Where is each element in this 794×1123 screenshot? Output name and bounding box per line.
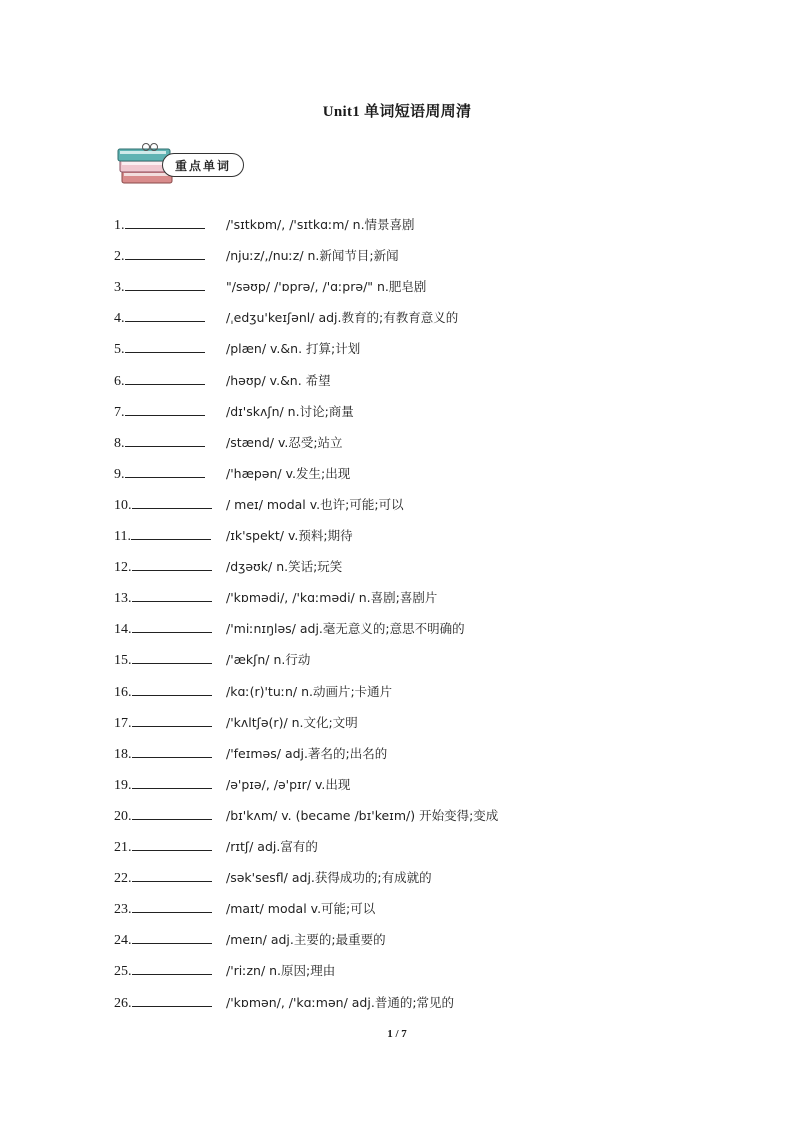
item-number	[114, 836, 212, 859]
answer-blank[interactable]	[125, 401, 205, 416]
answer-blank[interactable]	[132, 712, 212, 727]
item-number	[114, 587, 212, 610]
answer-blank[interactable]	[125, 432, 205, 447]
item-number-label: 14.	[114, 622, 132, 638]
item-number-label: 3.	[114, 280, 125, 296]
list-item	[114, 774, 734, 796]
item-number-label: 16.	[114, 684, 132, 700]
pronunciation-and-meaning: /kɑː(r)'tuːn/ n.动画片;卡通片	[226, 683, 393, 699]
pronunciation-and-meaning: /meɪn/ adj.主要的;最重要的	[226, 932, 386, 948]
item-number	[114, 463, 205, 486]
list-item	[114, 712, 734, 734]
list-item	[114, 525, 734, 547]
item-number-label: 21.	[114, 840, 132, 855]
list-item	[114, 494, 734, 516]
answer-blank[interactable]	[132, 929, 212, 944]
answer-blank[interactable]	[132, 867, 212, 882]
answer-blank[interactable]	[132, 494, 212, 509]
item-number	[114, 432, 205, 455]
item-number	[114, 712, 212, 735]
list-item	[114, 307, 734, 329]
item-number	[114, 276, 205, 299]
section-banner	[116, 143, 246, 189]
list-item	[114, 276, 734, 298]
list-item	[114, 960, 734, 982]
list-item	[114, 463, 734, 485]
pronunciation-and-meaning: /stænd/ v.忍受;站立	[226, 434, 343, 450]
list-item	[114, 867, 734, 889]
pronunciation-and-meaning: /dɪ'skʌʃn/ n.讨论;商量	[226, 403, 354, 419]
list-item	[114, 338, 734, 360]
item-number	[114, 307, 205, 330]
list-item	[114, 743, 734, 765]
item-number	[114, 743, 212, 766]
item-number	[114, 245, 205, 268]
item-number-label: 12.	[114, 560, 132, 576]
list-item	[114, 587, 734, 609]
item-number-label: 1.	[114, 218, 125, 233]
answer-blank[interactable]	[132, 618, 212, 633]
answer-blank[interactable]	[131, 525, 211, 540]
answer-blank[interactable]	[125, 463, 205, 478]
list-item	[114, 214, 734, 236]
list-item	[114, 805, 734, 827]
list-item	[114, 401, 734, 423]
page-title: Unit1 单词短语周周清	[322, 104, 472, 120]
item-number-label: 13.	[114, 591, 132, 607]
pronunciation-and-meaning: /'ækʃn/ n.行动	[226, 652, 311, 668]
pronunciation-and-meaning: /ɪk'spekt/ v.预料;期待	[226, 528, 353, 543]
item-number	[114, 401, 205, 424]
item-number-label: 25.	[114, 964, 132, 980]
list-item	[114, 649, 734, 671]
item-number	[114, 867, 212, 890]
answer-blank[interactable]	[132, 774, 212, 789]
item-number-label: 4.	[114, 311, 125, 327]
item-number-label: 5.	[114, 342, 125, 358]
pronunciation-and-meaning: /bɪ'kʌm/ v. (became /bɪ'keɪm/) 开始变得;变成	[226, 807, 499, 823]
item-number-label: 15.	[114, 653, 132, 669]
pronunciation-and-meaning: /maɪt/ modal v.可能;可以	[226, 901, 376, 917]
item-number	[114, 929, 212, 952]
item-number	[114, 525, 211, 548]
pronunciation-and-meaning: "/səʊp/ /'ɒprə/, /'ɑːprə/" n.肥皂剧	[226, 279, 427, 295]
answer-blank[interactable]	[132, 649, 212, 664]
item-number	[114, 992, 212, 1015]
answer-blank[interactable]	[132, 898, 212, 913]
item-number-label: 7.	[114, 404, 125, 420]
item-number-label: 6.	[114, 373, 125, 389]
item-number	[114, 898, 212, 921]
answer-blank[interactable]	[125, 214, 205, 229]
answer-blank[interactable]	[125, 307, 205, 322]
item-number-label: 11.	[114, 529, 131, 544]
answer-blank[interactable]	[125, 370, 205, 385]
pronunciation-and-meaning: /njuːz/,/nuːz/ n.新闻节目;新闻	[226, 248, 399, 264]
answer-blank[interactable]	[132, 836, 212, 851]
answer-blank[interactable]	[132, 992, 212, 1007]
list-item	[114, 556, 734, 578]
item-number	[114, 214, 205, 237]
pronunciation-and-meaning: /'kɒmən/, /'kɑːmən/ adj.普通的;常见的	[226, 994, 455, 1010]
list-item	[114, 618, 734, 640]
answer-blank[interactable]	[132, 556, 212, 571]
item-number	[114, 681, 212, 704]
item-number	[114, 494, 212, 517]
list-item	[114, 370, 734, 392]
item-number-label: 18.	[114, 746, 132, 762]
item-number-label: 8.	[114, 435, 125, 451]
page-number: 1 / 7	[387, 1028, 407, 1040]
list-item	[114, 432, 734, 454]
item-number	[114, 960, 212, 983]
pronunciation-and-meaning: /'feɪməs/ adj.著名的;出名的	[226, 745, 388, 761]
pronunciation-and-meaning: /'miːnɪŋləs/ adj.毫无意义的;意思不明确的	[226, 621, 465, 637]
list-item	[114, 681, 734, 703]
item-number	[114, 556, 212, 579]
answer-blank[interactable]	[132, 960, 212, 975]
list-item	[114, 245, 734, 267]
item-number-label: 9.	[114, 466, 125, 482]
pronunciation-and-meaning: /ˌedʒu'keɪʃənl/ adj.教育的;有教育意义的	[226, 310, 459, 326]
item-number	[114, 649, 212, 672]
item-number-label: 20.	[114, 808, 132, 824]
item-number	[114, 774, 212, 797]
item-number-label: 26.	[114, 995, 132, 1011]
pronunciation-and-meaning: /plæn/ v.&n. 打算;计划	[226, 341, 361, 357]
list-item	[114, 992, 734, 1014]
answer-blank[interactable]	[125, 245, 205, 260]
answer-blank[interactable]	[132, 805, 212, 820]
item-number-label: 17.	[114, 715, 132, 731]
answer-blank[interactable]	[132, 587, 212, 602]
item-number-label: 10.	[114, 497, 132, 513]
list-item	[114, 929, 734, 951]
pronunciation-and-meaning: /sək'sesfl/ adj.获得成功的;有成就的	[226, 870, 432, 886]
pronunciation-and-meaning: /'kɒmədi/, /'kɑːmədi/ n.喜剧;喜剧片	[226, 590, 438, 606]
section-label: 重点单词	[162, 153, 244, 177]
pronunciation-and-meaning: /'riːzn/ n.原因;理由	[226, 963, 336, 979]
item-number	[114, 618, 212, 641]
item-number	[114, 338, 205, 361]
pronunciation-and-meaning: /rɪtʃ/ adj.富有的	[226, 839, 318, 854]
pronunciation-and-meaning: /'hæpən/ v.发生;出现	[226, 465, 351, 481]
list-item	[114, 836, 734, 858]
pronunciation-and-meaning: /'sɪtkɒm/, /'sɪtkɑːm/ n.情景喜剧	[226, 217, 415, 232]
pronunciation-and-meaning: /həʊp/ v.&n. 希望	[226, 372, 331, 388]
answer-blank[interactable]	[132, 743, 212, 758]
item-number-label: 19.	[114, 777, 132, 793]
item-number	[114, 370, 205, 393]
list-item	[114, 898, 734, 920]
pronunciation-and-meaning: /dʒəʊk/ n.笑话;玩笑	[226, 559, 343, 575]
item-number-label: 22.	[114, 871, 132, 887]
pronunciation-and-meaning: / meɪ/ modal v.也许;可能;可以	[226, 496, 404, 512]
answer-blank[interactable]	[125, 338, 205, 353]
item-number	[114, 805, 212, 828]
pronunciation-and-meaning: /ə'pɪə/, /ə'pɪr/ v.出现	[226, 776, 351, 792]
answer-blank[interactable]	[125, 276, 205, 291]
item-number-label: 23.	[114, 902, 132, 918]
pronunciation-and-meaning: /'kʌltʃə(r)/ n.文化;文明	[226, 714, 358, 730]
answer-blank[interactable]	[132, 681, 212, 696]
item-number-label: 24.	[114, 933, 132, 949]
item-number-label: 2.	[114, 249, 125, 265]
